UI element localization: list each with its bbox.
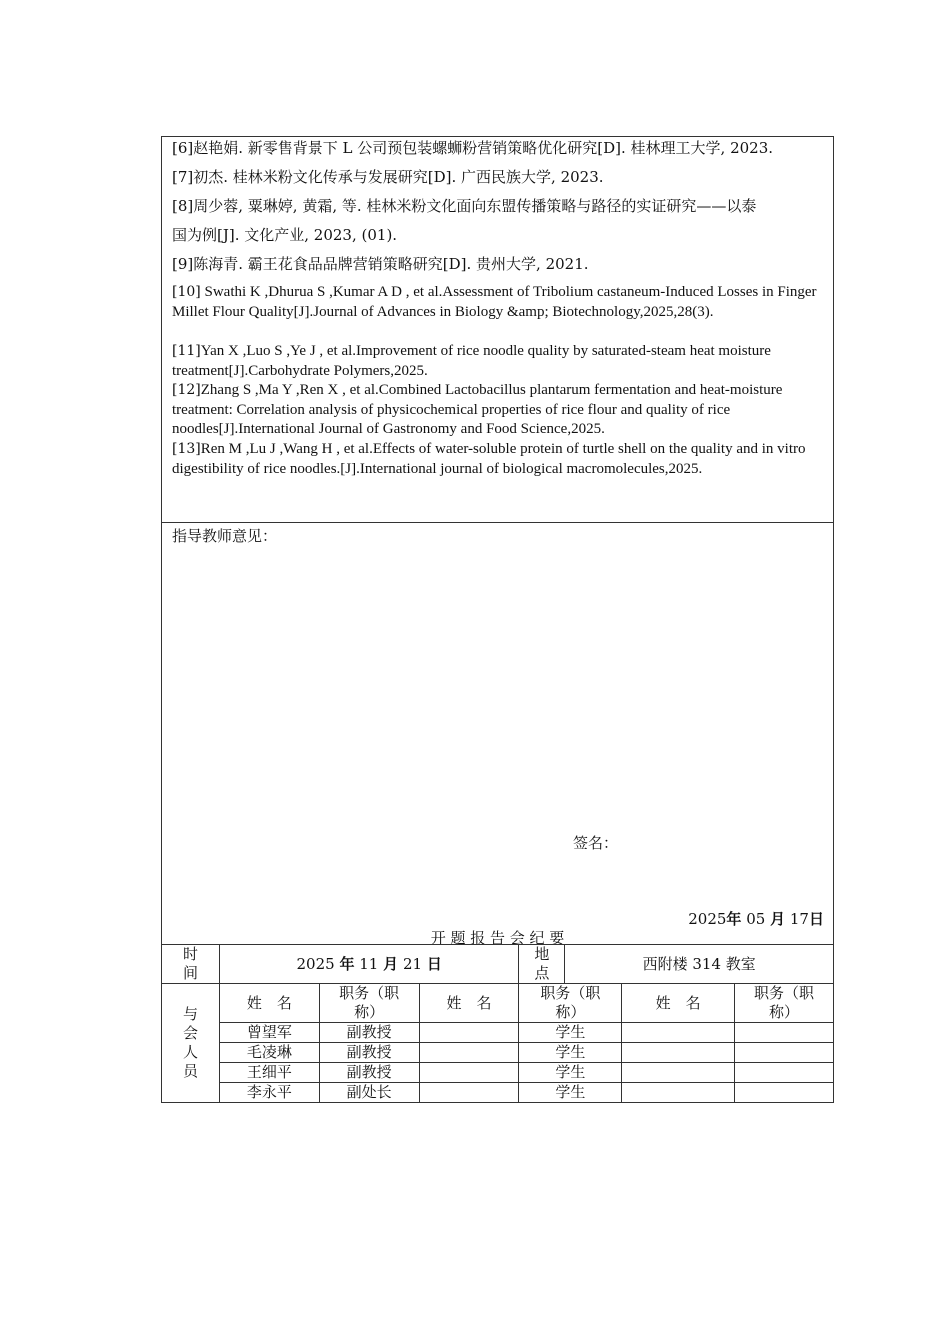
attendee-title: 副教授 xyxy=(319,1063,419,1083)
attendee-title: 学生 xyxy=(519,1023,622,1043)
attendee-name: 王细平 xyxy=(219,1063,319,1083)
attendee-title: 副教授 xyxy=(319,1023,419,1043)
reference-13: [13]Ren M ,Lu J ,Wang H , et al.Effects of water-soluble protein of turtle shell on the quality and in vitro digestibility of rice noodles.[J].International journal of biological macromolecules,2025. xyxy=(172,441,806,477)
header-title-3: 职务（职 称） xyxy=(735,984,834,1023)
advisor-opinion-section xyxy=(161,522,834,946)
header-name-2: 姓 名 xyxy=(419,984,519,1023)
attendee-title xyxy=(735,1023,834,1043)
reference-7: [7]初杰. 桂林米粉文化传承与发展研究[D]. 广西民族大学, 2023. xyxy=(172,168,604,186)
attendee-name xyxy=(622,1043,735,1063)
reference-8-line2: 国为例[J]. 文化产业, 2023, (01). xyxy=(172,226,398,244)
attendee-name: 曾望军 xyxy=(219,1023,319,1043)
table-row xyxy=(162,1083,834,1103)
attendee-name xyxy=(622,1083,735,1103)
meeting-table xyxy=(161,944,834,1103)
meeting-summary-title: 开 题 报 告 会 纪 要 xyxy=(430,929,565,947)
attendee-name xyxy=(419,1063,519,1083)
header-title-1: 职务（职 称） xyxy=(319,984,419,1023)
attendee-name xyxy=(622,1023,735,1043)
advisor-opinion-label: 指导教师意见： xyxy=(172,527,278,545)
references-section xyxy=(161,136,834,523)
attendee-title xyxy=(735,1043,834,1063)
attendee-name xyxy=(419,1023,519,1043)
signature-label: 签名： xyxy=(573,834,619,852)
attendee-title: 学生 xyxy=(519,1063,622,1083)
table-row xyxy=(162,1023,834,1043)
attendee-title: 副处长 xyxy=(319,1083,419,1103)
attendee-title xyxy=(735,1083,834,1103)
header-name-1: 姓 名 xyxy=(219,984,319,1023)
attendee-title: 学生 xyxy=(519,1083,622,1103)
reference-8-line1: [8]周少蓉, 粟琳婷, 黄霜, 等. 桂林米粉文化面向东盟传播策略与路径的实证研究——以泰 xyxy=(172,197,757,215)
meeting-date: 2025 年 11 月 21 日 xyxy=(219,945,519,984)
reference-11: [11]Yan X ,Luo S ,Ye J , et al.Improvement of rice noodle quality by saturated-steam heat moisture treatment[J].Carbohydrate Polymers,2025. xyxy=(172,343,771,379)
opinion-date: 2025年 05 月 17日 xyxy=(688,910,824,928)
header-title-2: 职务（职 称） xyxy=(519,984,622,1023)
time-label: 时 间 xyxy=(162,945,220,984)
attendee-name: 李永平 xyxy=(219,1083,319,1103)
attendee-name xyxy=(622,1063,735,1083)
attendees-label: 与 会 人 员 xyxy=(162,984,220,1103)
reference-12: [12]Zhang S ,Ma Y ,Ren X , et al.Combined Lactobacillus plantarum fermentation and heat-moisture treatment: Correlation analysis of physicochemical properties of rice flour and quality of rice noodles[J].International Journal of Gastronomy and Food Science,2025. xyxy=(172,382,783,437)
reference-10: [10] Swathi K ,Dhurua S ,Kumar A D , et al.Assessment of Tribolium castaneum-Induced Losses in Finger Millet Flour Quality[J].Journal of Advances in Biology &amp; Biotechnology,2025,28(3). xyxy=(172,284,817,320)
attendee-name: 毛凌琳 xyxy=(219,1043,319,1063)
table-row xyxy=(162,1063,834,1083)
meeting-place: 西附楼 314 教室 xyxy=(565,945,834,984)
attendee-name xyxy=(419,1043,519,1063)
attendee-title: 副教授 xyxy=(319,1043,419,1063)
attendee-title xyxy=(735,1063,834,1083)
attendee-title: 学生 xyxy=(519,1043,622,1063)
header-name-3: 姓 名 xyxy=(622,984,735,1023)
attendee-name xyxy=(419,1083,519,1103)
reference-9: [9]陈海青. 霸王花食品品牌营销策略研究[D]. 贵州大学, 2021. xyxy=(172,255,589,273)
table-row xyxy=(162,1043,834,1063)
place-label: 地 点 xyxy=(519,945,565,984)
reference-6: [6]赵艳娟. 新零售背景下 L 公司预包装螺蛳粉营销策略优化研究[D]. 桂林理工大学, 2023. xyxy=(172,139,774,157)
